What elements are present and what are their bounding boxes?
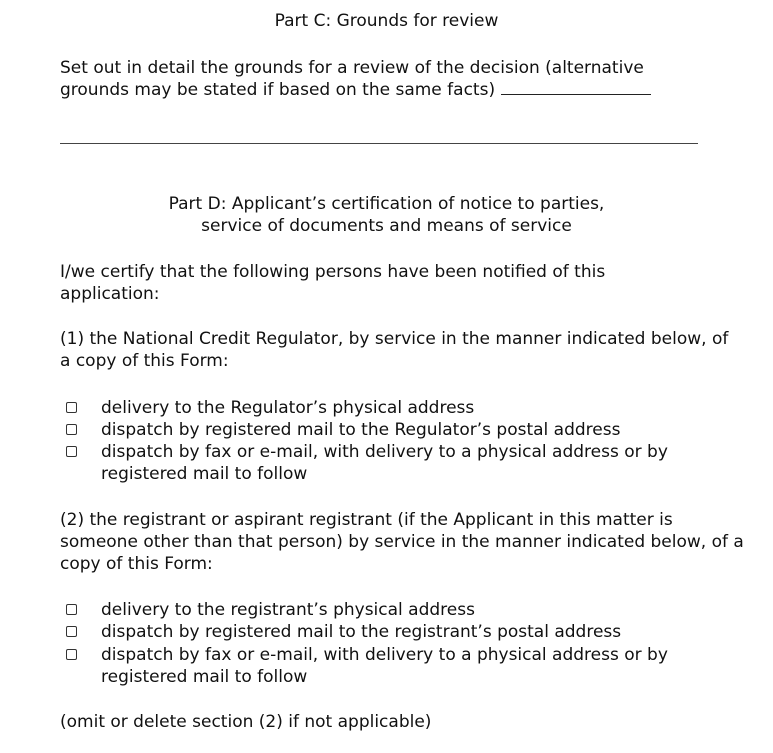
part-d-heading-line1: Part D: Applicant’s certification of notice to parties, [168,194,605,214]
option-label: dispatch by registered mail to the Regulator’s postal address [101,420,621,440]
section-2-option-fax-email[interactable] [66,644,746,688]
checkbox[interactable] [66,604,77,615]
grounds-blank-field[interactable] [501,80,651,95]
part-c-instruction-line2: grounds may be stated if based on the same facts) [60,80,496,100]
omit-note: (omit or delete section (2) if not applicable) [60,712,432,732]
section-1-option-fax-email[interactable] [66,441,746,485]
part-c-instruction [60,57,750,101]
part-d-heading-line2: service of documents and means of service [201,216,572,236]
section-1-option-registered-mail[interactable] [66,419,746,441]
checkbox[interactable] [66,446,77,457]
section-2-option-physical[interactable] [66,599,746,621]
option-label: delivery to the Regulator’s physical address [101,398,475,418]
part-c-instruction-line2-wrap [60,79,750,101]
section-1-intro: (1) the National Credit Regulator, by service in the manner indicated below, of a copy of this Form: [60,329,729,371]
section-2-option-registered-mail[interactable] [66,621,746,643]
option-label: delivery to the registrant’s physical address [101,600,475,620]
checkbox[interactable] [66,626,77,637]
part-d-heading [0,193,773,237]
grounds-continuation-line[interactable] [60,143,698,144]
section-2-intro: (2) the registrant or aspirant registrant (if the Applicant in this matter is someone other than that person) by service in the manner indicated below, of a copy of this Form: [60,510,744,574]
option-label: dispatch by registered mail to the registrant’s postal address [101,622,622,642]
option-label: dispatch by fax or e-mail, with delivery to a physical address or by registered mail to follow [101,645,668,687]
option-label: dispatch by fax or e-mail, with delivery to a physical address or by registered mail to follow [101,442,668,484]
checkbox[interactable] [66,649,77,660]
checkbox[interactable] [66,424,77,435]
part-c-heading: Part C: Grounds for review [274,11,499,31]
certification-statement: I/we certify that the following persons have been notified of this application: [60,262,606,304]
checkbox[interactable] [66,402,77,413]
section-1-option-physical[interactable] [66,397,746,419]
part-c-instruction-line1: Set out in detail the grounds for a review of the decision (alternative [60,58,644,78]
